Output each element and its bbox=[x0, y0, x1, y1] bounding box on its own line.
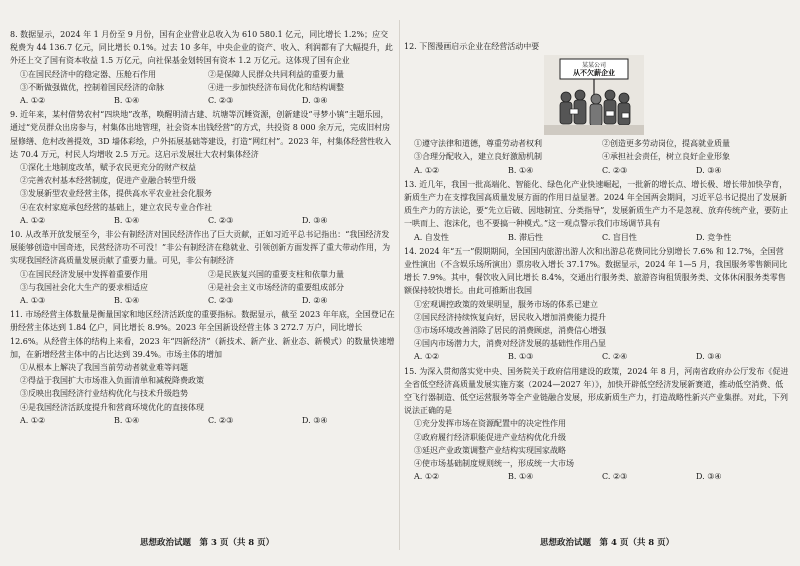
question-stem: 12. 下图漫画启示企业在经营活动中要 bbox=[404, 42, 540, 51]
choice: A. ①② bbox=[414, 352, 440, 362]
option-row bbox=[10, 68, 396, 81]
option: ①深化土地制度改革，赋予农民更充分的财产权益 bbox=[20, 163, 196, 173]
choice: A. 自发性 bbox=[414, 232, 449, 242]
page-footer: 思想政治试题 第 4 页（共 8 页） bbox=[540, 538, 675, 548]
choice: A. ①② bbox=[414, 165, 440, 175]
choice: C. ②④ bbox=[602, 352, 628, 362]
choice: D. ③④ bbox=[302, 415, 328, 425]
option-row bbox=[404, 137, 790, 150]
question-stem: 11. 市场经营主体数量是衡量国家和地区经济活跃度的重要指标。数据显示，截至 2023 年年底，全国登记在册经营主体达到 1.84 亿户，同比增长 8.9%。2023 年全国新设经营主体 3 272.7 万户，同比增长 12.6%。从经营主体的结构上来看，2023 年“四新经济”（新技术、新产业、新业态、新模式）的数量快速增加，在新增经营主体中的占比达到 39.4%。市场主体的增加 bbox=[10, 310, 395, 359]
choice: C. ②③ bbox=[208, 415, 234, 425]
choice: A. ①② bbox=[414, 472, 440, 482]
question-13 bbox=[404, 178, 790, 244]
choice: A. ①② bbox=[20, 215, 46, 225]
choice: B. ①④ bbox=[508, 165, 534, 175]
choice-row bbox=[404, 164, 790, 177]
option: ③市场环境改善消除了居民的消费顾虑，消费信心增强 bbox=[414, 326, 606, 336]
question-stem: 13. 近几年，我国一批高端化、智能化、绿色化产业快速崛起，一批新的增长点、增长极、增长带加快孕育，新质生产力在支撑我国高质量发展方面的作用日益显著。2024 年全国两会期间，习近平总书记提出了发展新质生产力的方法论，要“先立后破、因地制宜、分类指导”，发展新质生产力不是忽视、放弃传统产业，要防止一哄而上、泡沫化，也不要搞一种模式。”这一观点警示我们市场调节具有 bbox=[404, 179, 789, 229]
question-8 bbox=[10, 28, 396, 107]
option-row bbox=[10, 281, 396, 294]
option: ③发展新型农业经营主体，提供高水平农业社会化服务 bbox=[20, 189, 212, 199]
choice-row bbox=[404, 231, 790, 244]
choice: A. ①② bbox=[20, 96, 46, 106]
left-page bbox=[10, 28, 396, 428]
option: ③合理分配收入，建立良好激励机制 bbox=[414, 152, 542, 162]
option: ①在国民经济中的稳定器、压舱石作用 bbox=[20, 69, 156, 79]
choice-row bbox=[10, 414, 396, 427]
page-footer: 思想政治试题 第 3 页（共 8 页） bbox=[140, 538, 275, 548]
choice: C. ②③ bbox=[208, 96, 234, 106]
option: ④是社会主义市场经济的重要组成部分 bbox=[208, 282, 344, 292]
option: ①从根本上解决了我国当前劳动者就业难等问题 bbox=[20, 363, 188, 373]
option: ②创造更多劳动岗位，提高就业质量 bbox=[602, 139, 730, 149]
choice: D. ③④ bbox=[696, 165, 722, 175]
option: ③与我国社会化大生产的要求相适应 bbox=[20, 282, 148, 292]
choice-row bbox=[10, 94, 396, 107]
question-stem: 10. 从改革开放发展至今，非公有制经济对国民经济作出了巨大贡献，正如习近平总书记指出：“我国经济发展能够创造中国奇迹，民营经济功不可没！”非公有制经济在稳就业、引领创新方面发挥了重大带动作用，为实现我国经济高质量发展贡献了重要力量。可见，非公有制经济 bbox=[10, 230, 391, 266]
option: ②政府履行经济职能促进产业结构优化升级 bbox=[414, 432, 566, 442]
option: ④使市场基础制度规则统一，形成统一大市场 bbox=[414, 459, 574, 469]
option: ①充分发挥市场在资源配置中的决定性作用 bbox=[414, 419, 566, 429]
option-row bbox=[404, 150, 790, 163]
sign-line-1: 某某公司 bbox=[581, 62, 607, 70]
choice: B. ①④ bbox=[114, 415, 140, 425]
option: ④进一步加快经济布局优化和结构调整 bbox=[208, 82, 344, 92]
option: ④在农村家庭承包经营的基础上，建立农民专业合作社 bbox=[20, 202, 212, 212]
choice: B. ①④ bbox=[114, 296, 140, 306]
choice: A. ①② bbox=[20, 415, 46, 425]
option: ②是民族复兴国的重要支柱和依靠力量 bbox=[208, 269, 344, 279]
option: ④国内市场潜力大，消费对经济发展的基础性作用凸显 bbox=[414, 339, 606, 349]
option: ①在国民经济发展中发挥着重要作用 bbox=[20, 269, 148, 279]
choice: C. ②③ bbox=[602, 165, 628, 175]
cartoon-drawing bbox=[544, 55, 644, 135]
option: ④承担社会责任，树立良好企业形象 bbox=[602, 152, 730, 162]
choice-row bbox=[10, 294, 396, 307]
question-15 bbox=[404, 365, 790, 484]
choice-row bbox=[10, 214, 396, 227]
choice: C. ②③ bbox=[602, 472, 628, 482]
question-12 bbox=[404, 40, 790, 177]
question-stem: 8. 数据显示，2024 年 1 月份至 9 月份，国有企业营业总收入为 610 580.1 亿元，同比增长 1.2%；应交税费为 44 136.7 亿元，同比增长 0.1%。过去 10 多年，中央企业的资产、收入、利润都有了大幅提升，此外还上交了国有资本收益 1.5 万亿元，向社保基金划转国有资本 1.2 万亿元。这体现了国有企业 bbox=[10, 30, 393, 66]
choice: B. ①④ bbox=[114, 96, 140, 106]
option: ①遵守法律和道德，尊重劳动者权利 bbox=[414, 139, 542, 149]
option: ④是我国经济活跃度提升和营商环境优化的直接体现 bbox=[20, 402, 204, 412]
question-stem: 14. 2024 年“五一”假期期间，全国国内旅游出游人次和出游总花费同比分别增长 7.6% 和 12.7%，全国营业性演出（不含娱乐场所演出）票房收入增长 37.17%。数据显示，2024 年 1—5 月，我国服务零售额同比增长 7.9%。其中，餐饮收入同比增长 8.4%，交通出行服务类、旅游咨询租赁服务类、文体休闲服务类零售额保持较快增长。由此可推断出我国 bbox=[404, 246, 788, 296]
option: ③不断做强做优，控制着国民经济的命脉 bbox=[20, 82, 164, 92]
question-9 bbox=[10, 108, 396, 227]
option: ③反映出我国经济行业结构优化与技术升级趋势 bbox=[20, 389, 188, 399]
page-divider bbox=[399, 20, 400, 550]
option: ②是保障人民群众共同利益的重要力量 bbox=[208, 69, 344, 79]
choice: C. ②③ bbox=[208, 215, 234, 225]
question-stem: 9. 近年来，某村借势农村“四块地”改革，唤醒明清古建、坑塘等沉睡资源，创新建设“寻梦小镇”主题乐园，通过“党员群众出房参与，村集体出地管理，社会资本出钱经营”的方式，共投资 8 000 余万元，完成旧村房屋修缮、危村改善提效，3D 墙体彩绘，户外拓展基础等建设，打造“网红村”。2023 年，村集体经营性收入达 70.4 万元，村民人均增收 2.5 万元。这启示发展壮大农村集体经济 bbox=[10, 110, 392, 159]
choice: C. 盲目性 bbox=[602, 232, 637, 242]
choice: D. 竞争性 bbox=[696, 232, 732, 242]
choice: B. ①③ bbox=[508, 352, 534, 362]
question-10 bbox=[10, 228, 396, 307]
option: ②得益于我国扩大市场准入负面清单和减税降费政策 bbox=[20, 376, 204, 386]
question-14 bbox=[404, 245, 790, 364]
choice: B. 滞后性 bbox=[508, 232, 543, 242]
option-row bbox=[10, 268, 396, 281]
choice-row bbox=[404, 350, 790, 363]
question-stem: 15. 为深入贯彻落实党中央、国务院关于政府信用建设的政策，2024 年 8 月，河南省政府办公厅发布《促进全省低空经济高质量发展实施方案（2024—2027 年）》，加快开辟低空经济发展新赛道，推动低空消费、低空飞行器制造、低空运营服务等全产业链融合发展，形成新质生产力，打造战略性新兴产业集群。对此，下列说法正确的是 bbox=[404, 366, 789, 416]
sign-line-2: 从不欠薪企业 bbox=[573, 68, 615, 78]
choice: B. ①④ bbox=[508, 472, 534, 482]
choice: D. ③④ bbox=[302, 215, 328, 225]
choice: D. ③④ bbox=[696, 472, 722, 482]
choice: D. ③④ bbox=[302, 96, 328, 106]
option-row bbox=[10, 81, 396, 94]
question-11 bbox=[10, 308, 396, 427]
choice: A. ①③ bbox=[20, 296, 46, 306]
choice-row bbox=[404, 470, 790, 483]
choice: C. ②③ bbox=[208, 296, 234, 306]
option: ②完善农村基本经营制度，促进产业融合转型升级 bbox=[20, 176, 196, 186]
choice: D. ③④ bbox=[696, 352, 722, 362]
right-page bbox=[404, 40, 790, 484]
option: ②国民经济持续恢复向好，居民收入增加消费能力提升 bbox=[414, 312, 606, 322]
cartoon-image bbox=[544, 55, 644, 135]
option: ①宏观调控政策的效果明显，服务市场的体系已建立 bbox=[414, 299, 598, 309]
option: ③延迟产业政策调整产业结构实现国家战略 bbox=[414, 445, 566, 455]
choice: B. ①④ bbox=[114, 215, 140, 225]
choice: D. ②④ bbox=[302, 296, 328, 306]
